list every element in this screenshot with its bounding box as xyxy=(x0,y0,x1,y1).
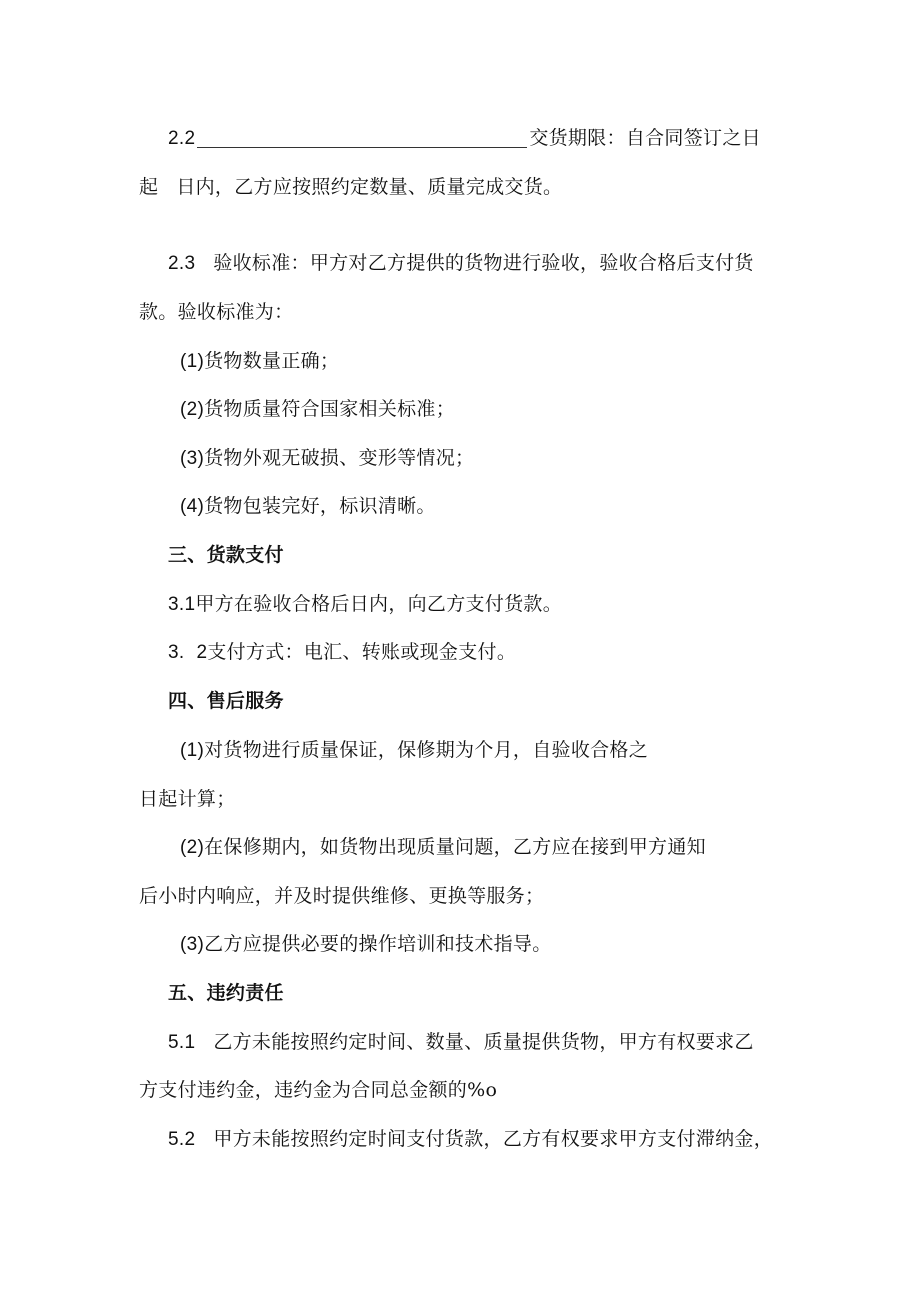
item-number: (1) xyxy=(180,740,205,761)
clause-text: 验收标准：甲方对乙方提供的货物进行验收，验收合格后支付货 xyxy=(213,252,754,274)
clause-text: 交货期限：自合同签订之日 xyxy=(529,127,761,149)
list-item xyxy=(180,396,455,423)
list-item xyxy=(180,834,706,861)
item-text: 货物包装完好，标识清晰。 xyxy=(204,495,436,517)
item-number: (1) xyxy=(180,351,205,372)
clause-text: 起 xyxy=(139,176,159,198)
list-item xyxy=(180,445,474,472)
clause-2-3-line-1 xyxy=(168,250,754,277)
clause-text: 甲方在验收合格后日内，向乙方支付货款。 xyxy=(195,593,563,615)
clause-number: 2.2 xyxy=(168,128,196,149)
item-number: (3) xyxy=(180,448,205,469)
item-text: 货物质量符合国家相关标准； xyxy=(204,398,456,420)
clause-number: 2.3 xyxy=(168,253,196,274)
list-item-continuation xyxy=(139,883,544,909)
clause-2-3-line-2 xyxy=(139,299,293,325)
clause-5-1-line-2 xyxy=(139,1077,497,1103)
item-number: (4) xyxy=(180,496,205,517)
clause-text: 日内，乙方应按照约定数量、质量完成交货。 xyxy=(176,176,563,198)
section-heading: 五、违约责任 xyxy=(168,982,284,1004)
list-item-continuation xyxy=(139,786,236,812)
item-text: 后小时内响应，并及时提供维修、更换等服务； xyxy=(139,885,545,907)
item-text: 乙方应提供必要的操作培训和技术指导。 xyxy=(204,933,552,955)
item-number: (2) xyxy=(180,837,205,858)
item-text: 日起计算； xyxy=(139,788,236,810)
list-item xyxy=(180,931,552,958)
item-text: 在保修期内，如货物出现质量问题，乙方应在接到甲方通知 xyxy=(204,836,706,858)
item-number: (2) xyxy=(180,399,205,420)
list-item xyxy=(180,493,436,520)
list-item xyxy=(180,737,648,764)
clause-number: 2 xyxy=(196,642,208,663)
clause-5-2-line-1 xyxy=(168,1126,773,1153)
clause-text: 乙方未能按照约定时间、数量、质量提供货物，甲方有权要求乙 xyxy=(213,1031,754,1053)
clause-number: 3.1 xyxy=(168,594,196,615)
item-text: 货物数量正确； xyxy=(204,350,340,372)
item-text: 对货物进行质量保证，保修期为个月，自验收合格之 xyxy=(204,739,649,761)
clause-text: 甲方未能按照约定时间支付货款，乙方有权要求甲方支付滞纳金， xyxy=(213,1128,774,1150)
clause-2-2-line-2 xyxy=(139,174,562,200)
clause-number: 5.1 xyxy=(168,1032,196,1053)
clause-3-1 xyxy=(168,591,562,618)
list-item xyxy=(180,348,339,375)
clause-text: 支付方式：电汇、转账或现金支付。 xyxy=(207,641,517,663)
clause-3-2 xyxy=(168,639,516,666)
clause-2-2-line-1 xyxy=(168,125,761,152)
clause-5-1-line-1 xyxy=(168,1029,754,1056)
section-heading: 三、货款支付 xyxy=(168,544,284,566)
clause-text: 款。验收标准为： xyxy=(139,301,294,323)
item-text: 货物外观无破损、变形等情况； xyxy=(204,447,475,469)
section-heading: 四、售后服务 xyxy=(168,690,284,712)
clause-number: 3. xyxy=(168,642,185,663)
blank-underline xyxy=(197,129,527,148)
item-number: (3) xyxy=(180,934,205,955)
clause-text: 方支付违约金，违约金为合同总金额的%o xyxy=(139,1079,498,1101)
clause-number: 5.2 xyxy=(168,1129,196,1150)
